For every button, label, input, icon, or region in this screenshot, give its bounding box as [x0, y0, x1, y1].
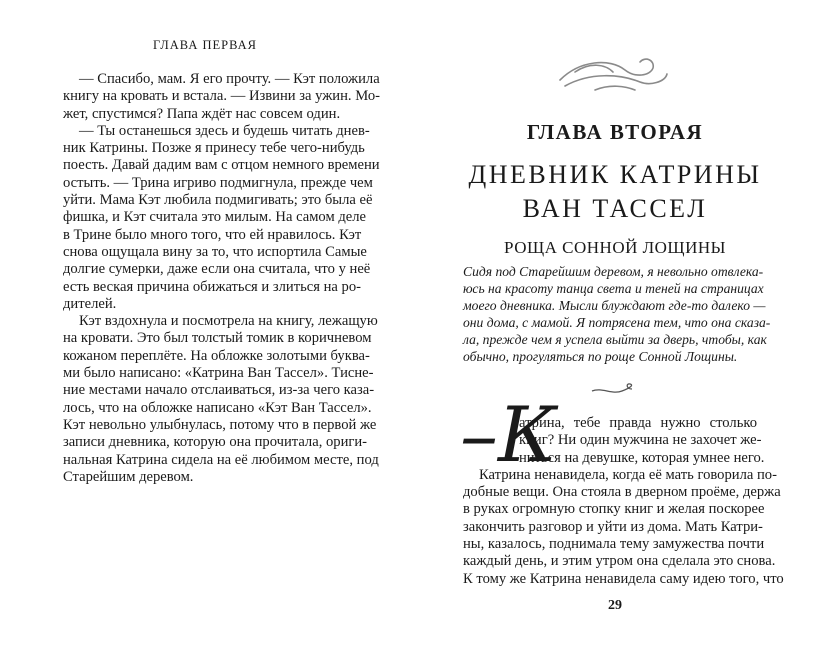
text-line: юсь на красоту танца света и теней на страницах [463, 281, 764, 296]
right-page [410, 0, 820, 656]
text-line: ла, прежде чем я успела выйти за дверь, чтобы, как [463, 332, 767, 347]
epigraph [463, 263, 771, 365]
running-head: ГЛАВА ПЕРВАЯ [152, 38, 258, 52]
text-line: закончить разговор и уйти из дома. Мать Катри- [463, 518, 763, 535]
text-line: Кэт невольно улыбнулась, потому что в первой же [63, 416, 377, 433]
text-line: жет, спустимся? Папа ждёт нас совсем один. [63, 105, 341, 122]
chapter-title [410, 158, 820, 226]
text-line: К тому же Катрина ненавидела саму идею того, что [463, 570, 784, 587]
text-line: ние местами начало отслаиваться, из-за чего каза- [63, 382, 375, 399]
text-line: остыть. — Трина игриво подмигнула, прежде чем [63, 174, 373, 191]
page-number: 29 [608, 598, 622, 613]
text-line: — Ты останешься здесь и будешь читать днев- [79, 122, 370, 139]
text-line: ник Катрины. Позже я принесу тебе чего-нибудь [63, 140, 365, 157]
text-line: нальная Катрина сидела на её любимом месте, под [63, 451, 379, 468]
text-line: в Трине было много того, что ей нравилось. Кэт [63, 226, 362, 243]
text-line: обычно, прогуляться по роще Сонной Лощины. [463, 349, 738, 364]
flourish-icon [590, 383, 640, 397]
text-line: уйти. Мама Кэт любила подмигивать; это была её [63, 192, 373, 209]
chapter-title-line: ВАН ТАССЕЛ [522, 194, 708, 223]
text-line: Катрина ненавидела, когда её мать говорила по- [479, 466, 777, 483]
text-line: книг? Ни один мужчина не захочет же- [519, 432, 762, 449]
text-line: Старейшим деревом. [63, 468, 194, 485]
text-line: дителей. [63, 295, 117, 312]
text-line: моего дневника. Мысли блуждают где-то далеко — [463, 298, 766, 313]
text-line: ниться на девушке, которая умнее него. [519, 449, 765, 466]
text-line: записи дневника, которую она прочитала, ориги- [63, 434, 368, 451]
text-line: Кэт вздохнула и посмотрела на книгу, лежащую [79, 313, 378, 330]
text-line: есть веская причина обижаться и злиться на ро- [63, 278, 361, 295]
text-line: — Спасибо, мам. Я его прочту. — Кэт положила [79, 71, 380, 87]
body-text [463, 415, 784, 588]
swirl-ornament-icon [555, 50, 675, 95]
section-title: РОЩА СОННОЙ ЛОЩИНЫ [504, 238, 726, 257]
chapter-title-line: ДНЕВНИК КАТРИНЫ [468, 160, 762, 189]
body-text [63, 71, 380, 486]
chapter-label: ГЛАВА ВТОРАЯ [526, 120, 704, 144]
text-line: лось, что на обложке написано «Кэт Ван Тассел». [63, 399, 372, 416]
text-line: атрина, тебе правда нужно столько [519, 415, 757, 431]
text-line: снова ощущала вину за то, что испортила Самые [63, 243, 367, 260]
text-line: фишка, и Кэт считала это милым. На самом деле [63, 209, 366, 226]
text-line: каждый день, и этим утром она сделала это снова. [463, 553, 776, 570]
text-line: поесть. Давай дадим вам с отцом немного времени [63, 157, 380, 174]
text-line: в руках огромную стопку книг и желая поскорее [463, 501, 765, 518]
text-line: они дома, с мамой. Я потрясена тем, что она сказа- [463, 315, 771, 330]
text-line: добные вещи. Она стояла в дверном проёме, держа [463, 484, 781, 501]
text-line: ми было написано: «Катрина Ван Тассел». Тисне- [63, 365, 374, 382]
text-line: Сидя под Старейшим деревом, я невольно отвлека- [463, 264, 764, 279]
text-line: ны, казалось, поднимала тему замужества почти [463, 536, 765, 553]
drop-cap: –К [460, 390, 557, 479]
text-line: на кровати. Это был толстый томик в коричневом [63, 330, 372, 347]
text-line: кожаном переплёте. На обложке золотыми буква- [63, 347, 370, 364]
text-line: книгу на кровать и встала. — Извини за ужин. Мо- [63, 88, 380, 105]
text-line: долгие сумерки, даже если она считала, что у неё [63, 261, 371, 278]
